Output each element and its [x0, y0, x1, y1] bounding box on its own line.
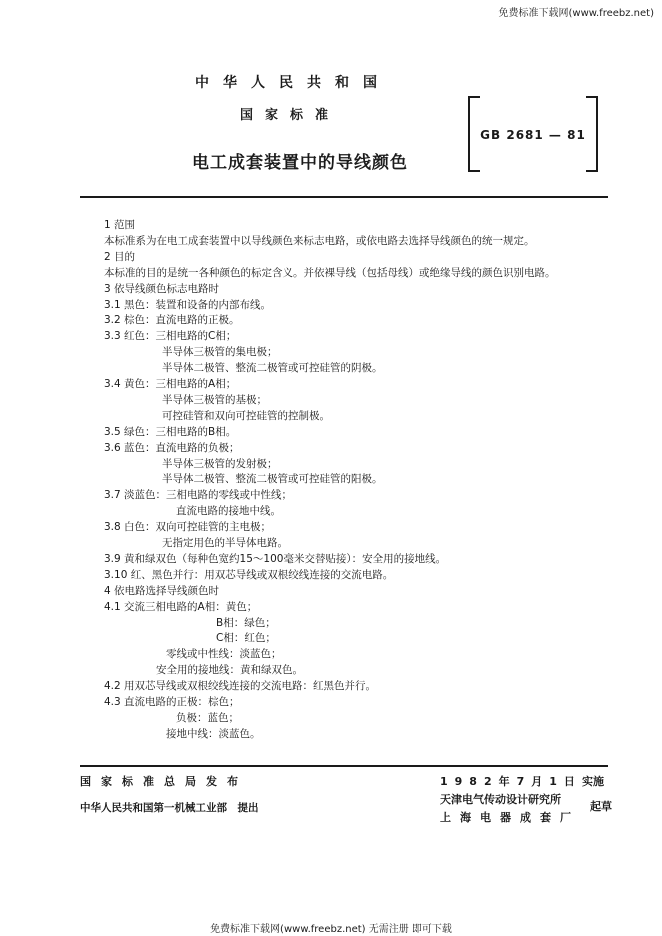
body-line: 3.6 蓝色：直流电路的负极； [104, 441, 240, 454]
national-standard-heading: 国家标准 [239, 108, 340, 123]
body-line: 半导体二极管、整流二极管或可控硅管的阴极。 [162, 362, 383, 375]
body-line: 4.2 用双芯导线或双根绞线连接的交流电路：红黑色并行。 [104, 680, 377, 693]
body-line: 2 目的 [104, 250, 136, 263]
body-line: 接地中线：淡蓝色。 [166, 727, 261, 740]
drafter-tianjin: 天津电气传动设计研究所 [440, 793, 561, 806]
standard-code-box [468, 96, 598, 172]
body-line: 可控硅管和双向可控硅管的控制极。 [162, 409, 330, 422]
bottom-watermark: 免费标准下载网(www.freebz.net) 无需注册 即可下载 [210, 924, 452, 935]
body-line: 4 依电路选择导线颜色时 [104, 584, 220, 597]
body-line: 3.7 淡蓝色：三相电路的零线或中性线； [104, 489, 293, 502]
footer-divider [80, 765, 608, 767]
issue-date: 1982年7月1日 [440, 775, 582, 788]
body-line: 1 范围 [104, 219, 136, 231]
body-line: 负极：蓝色； [176, 711, 239, 724]
body-line: 3.8 白色：双向可控硅管的主电极； [104, 521, 272, 534]
body-line: 直流电路的接地中线。 [176, 505, 281, 518]
body-line: 4.1 交流三相电路的A相：黄色； [104, 600, 258, 613]
body-line: 安全用的接地线：黄和绿双色。 [156, 664, 303, 677]
body-line: 3 依导线颜色标志电路时 [104, 282, 220, 295]
document-title: 电工成套装置中的导线颜色 [192, 153, 408, 173]
body-line: 3.4 黄色：三相电路的A相； [104, 378, 237, 390]
body-line: 4.3 直流电路的正极：棕色； [104, 696, 240, 708]
body-line: 3.9 黄和绿双色（每种色宽约15～100毫米交替贴接）：安全用的接地线。 [104, 552, 447, 565]
code-box-corner [586, 170, 596, 172]
drafter-shanghai: 上海电器成套厂 [440, 811, 580, 824]
proposer-text: 中华人民共和国第一机械工业部 提出 [80, 802, 259, 814]
body-line: 3.2 棕色：直流电路的正极。 [104, 314, 240, 327]
body-line: 半导体三极管的发射极； [162, 457, 278, 470]
code-box-corner [470, 170, 480, 172]
body-line: 3.5 绿色：三相电路的B相。 [104, 425, 237, 438]
draft-label: 起草 [590, 800, 612, 813]
body-line: 3.3 红色：三相电路的C相； [104, 330, 237, 343]
body-line: C相：红色； [216, 632, 276, 645]
body-line: 3.1 黑色：装置和设备的内部布线。 [104, 298, 272, 311]
issuer-text: 国家标准总局发布 [80, 775, 248, 788]
effective-label: 实施 [582, 775, 604, 788]
top-watermark: 免费标准下载网(www.freebz.net) [498, 8, 654, 19]
body-line: 半导体二极管、整流二极管或可控硅管的阳极。 [162, 473, 383, 486]
code-box-corner [586, 96, 596, 98]
code-box-corner [470, 96, 480, 98]
body-line: 半导体三极管的集电极； [162, 346, 278, 359]
body-line: 半导体三极管的基极； [162, 393, 267, 406]
body-line: 无指定用色的半导体电路。 [162, 537, 288, 549]
body-line: 本标准系为在电工成套装置中以导线颜色来标志电路，或依电路去选择导线颜色的统一规定。 [104, 234, 535, 247]
body-line: 本标准的目的是统一各种颜色的标定含义。并依裸导线（包括母线）或绝缘导线的颜色识别电路。 [104, 266, 556, 279]
standard-code: GB 2681 — 81 [480, 128, 586, 142]
body-line: 零线或中性线：淡蓝色； [166, 648, 282, 661]
body-line: B相：绿色； [216, 616, 276, 629]
body-line: 3.10 红、黑色并行：用双芯导线或双根绞线连接的交流电路。 [104, 568, 394, 581]
country-heading: 中华人民共和国 [195, 75, 391, 91]
header-divider [80, 196, 608, 198]
